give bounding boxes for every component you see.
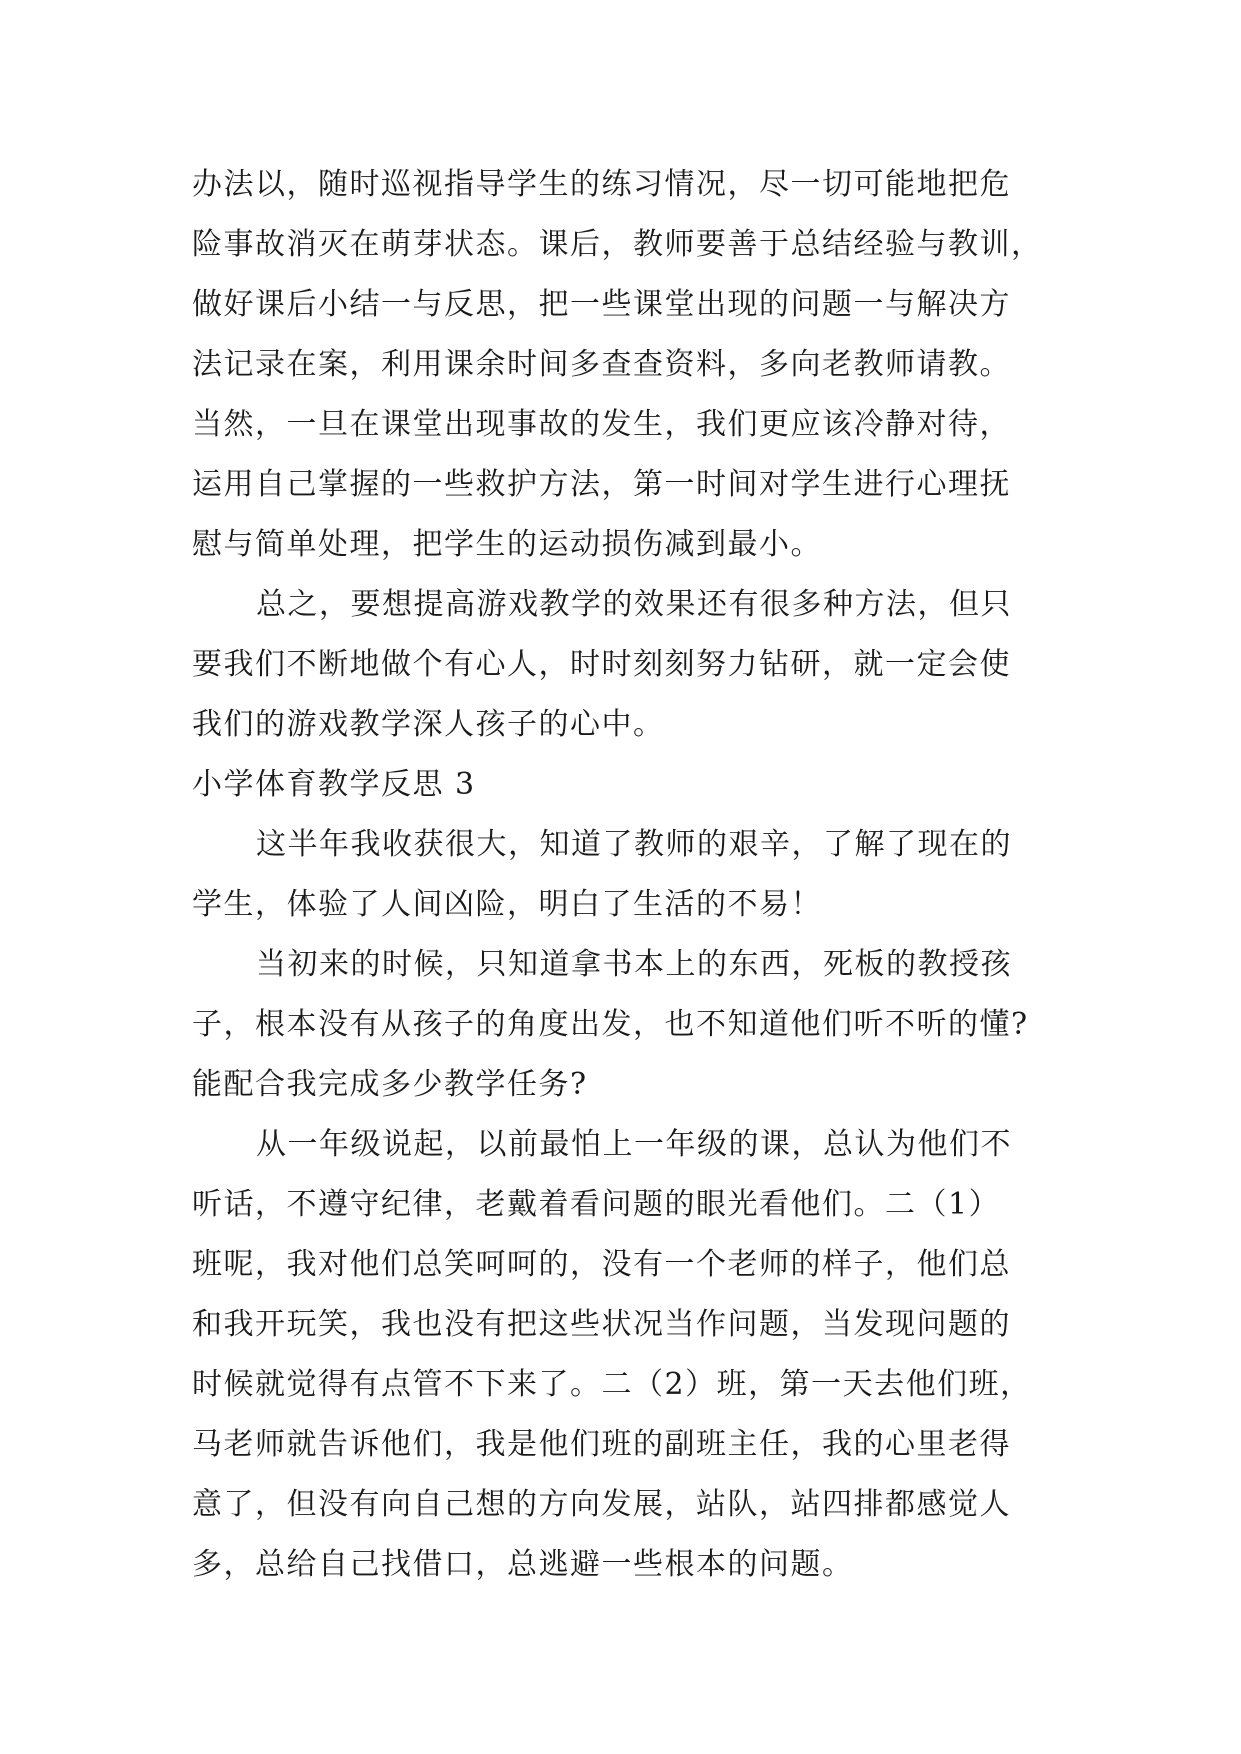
paragraph-beginning <box>192 935 1057 1115</box>
text-line: 我们的游戏教学深人孩子的心中。 <box>192 707 665 742</box>
text-line: 当然，一旦在课堂出现事故的发生，我们更应该冷静对待， <box>192 407 1011 442</box>
text-line: 法记录在案，利用课余时间多查查资料，多向老教师请教。 <box>192 347 1011 382</box>
text-line: 要我们不断地做个有心人，时时刻刻努力钻研，就一定会使 <box>192 647 1011 682</box>
text-line: 时候就觉得有点管不下来了。二（2）班，第一天去他们班， <box>192 1367 1032 1402</box>
text-line: 办法以，随时巡视指导学生的练习情况，尽一切可能地把危 <box>192 167 1011 202</box>
text-line: 听话，不遵守纪律，老戴着看问题的眼光看他们。二（1） <box>192 1187 1001 1222</box>
text-line: 子，根本没有从孩子的角度出发，也不知道他们听不听的懂? <box>192 1007 1029 1042</box>
text-line: 慰与简单处理，把学生的运动损伤减到最小。 <box>192 527 822 562</box>
text-line: 和我开玩笑，我也没有把这些状况当作问题，当发现问题的 <box>192 1307 1011 1342</box>
text-line: 多，总给自己找借口，总逃避一些根本的问题。 <box>192 1547 854 1582</box>
text-line: 做好课后小结一与反思，把一些课堂出现的问题一与解决方 <box>192 287 1011 322</box>
text-line: 总之，要想提高游戏教学的效果还有很多种方法，但只 <box>256 587 1012 622</box>
paragraph-conclusion <box>192 575 1057 755</box>
text-line: 学生，体验了人间凶险，明白了生活的不易！ <box>192 887 822 922</box>
text-line: 运用自己掌握的一些救护方法，第一时间对学生进行心理抚 <box>192 467 1011 502</box>
text-line: 这半年我收获很大，知道了教师的艰辛，了解了现在的 <box>256 827 1012 862</box>
text-line: 马老师就告诉他们，我是他们班的副班主任，我的心里老得 <box>192 1427 1011 1462</box>
text-line: 班呢，我对他们总笑呵呵的，没有一个老师的样子，他们总 <box>192 1247 1011 1282</box>
text-line: 从一年级说起，以前最怕上一年级的课，总认为他们不 <box>256 1127 1012 1162</box>
paragraph-first-grade <box>192 1115 1057 1595</box>
text-line: 当初来的时候，只知道拿书本上的东西，死板的教授孩 <box>256 947 1012 982</box>
section-heading: 小学体育教学反思 3 <box>192 767 476 802</box>
text-line: 意了，但没有向自己想的方向发展，站队，站四排都感觉人 <box>192 1487 1011 1522</box>
document-body <box>192 155 1057 1595</box>
text-line: 险事故消灭在萌芽状态。课后，教师要善于总结经验与教训， <box>192 227 1043 262</box>
paragraph-half-year <box>192 815 1057 935</box>
paragraph-continued <box>192 155 1057 575</box>
text-line: 能配合我完成多少教学任务? <box>192 1067 588 1102</box>
